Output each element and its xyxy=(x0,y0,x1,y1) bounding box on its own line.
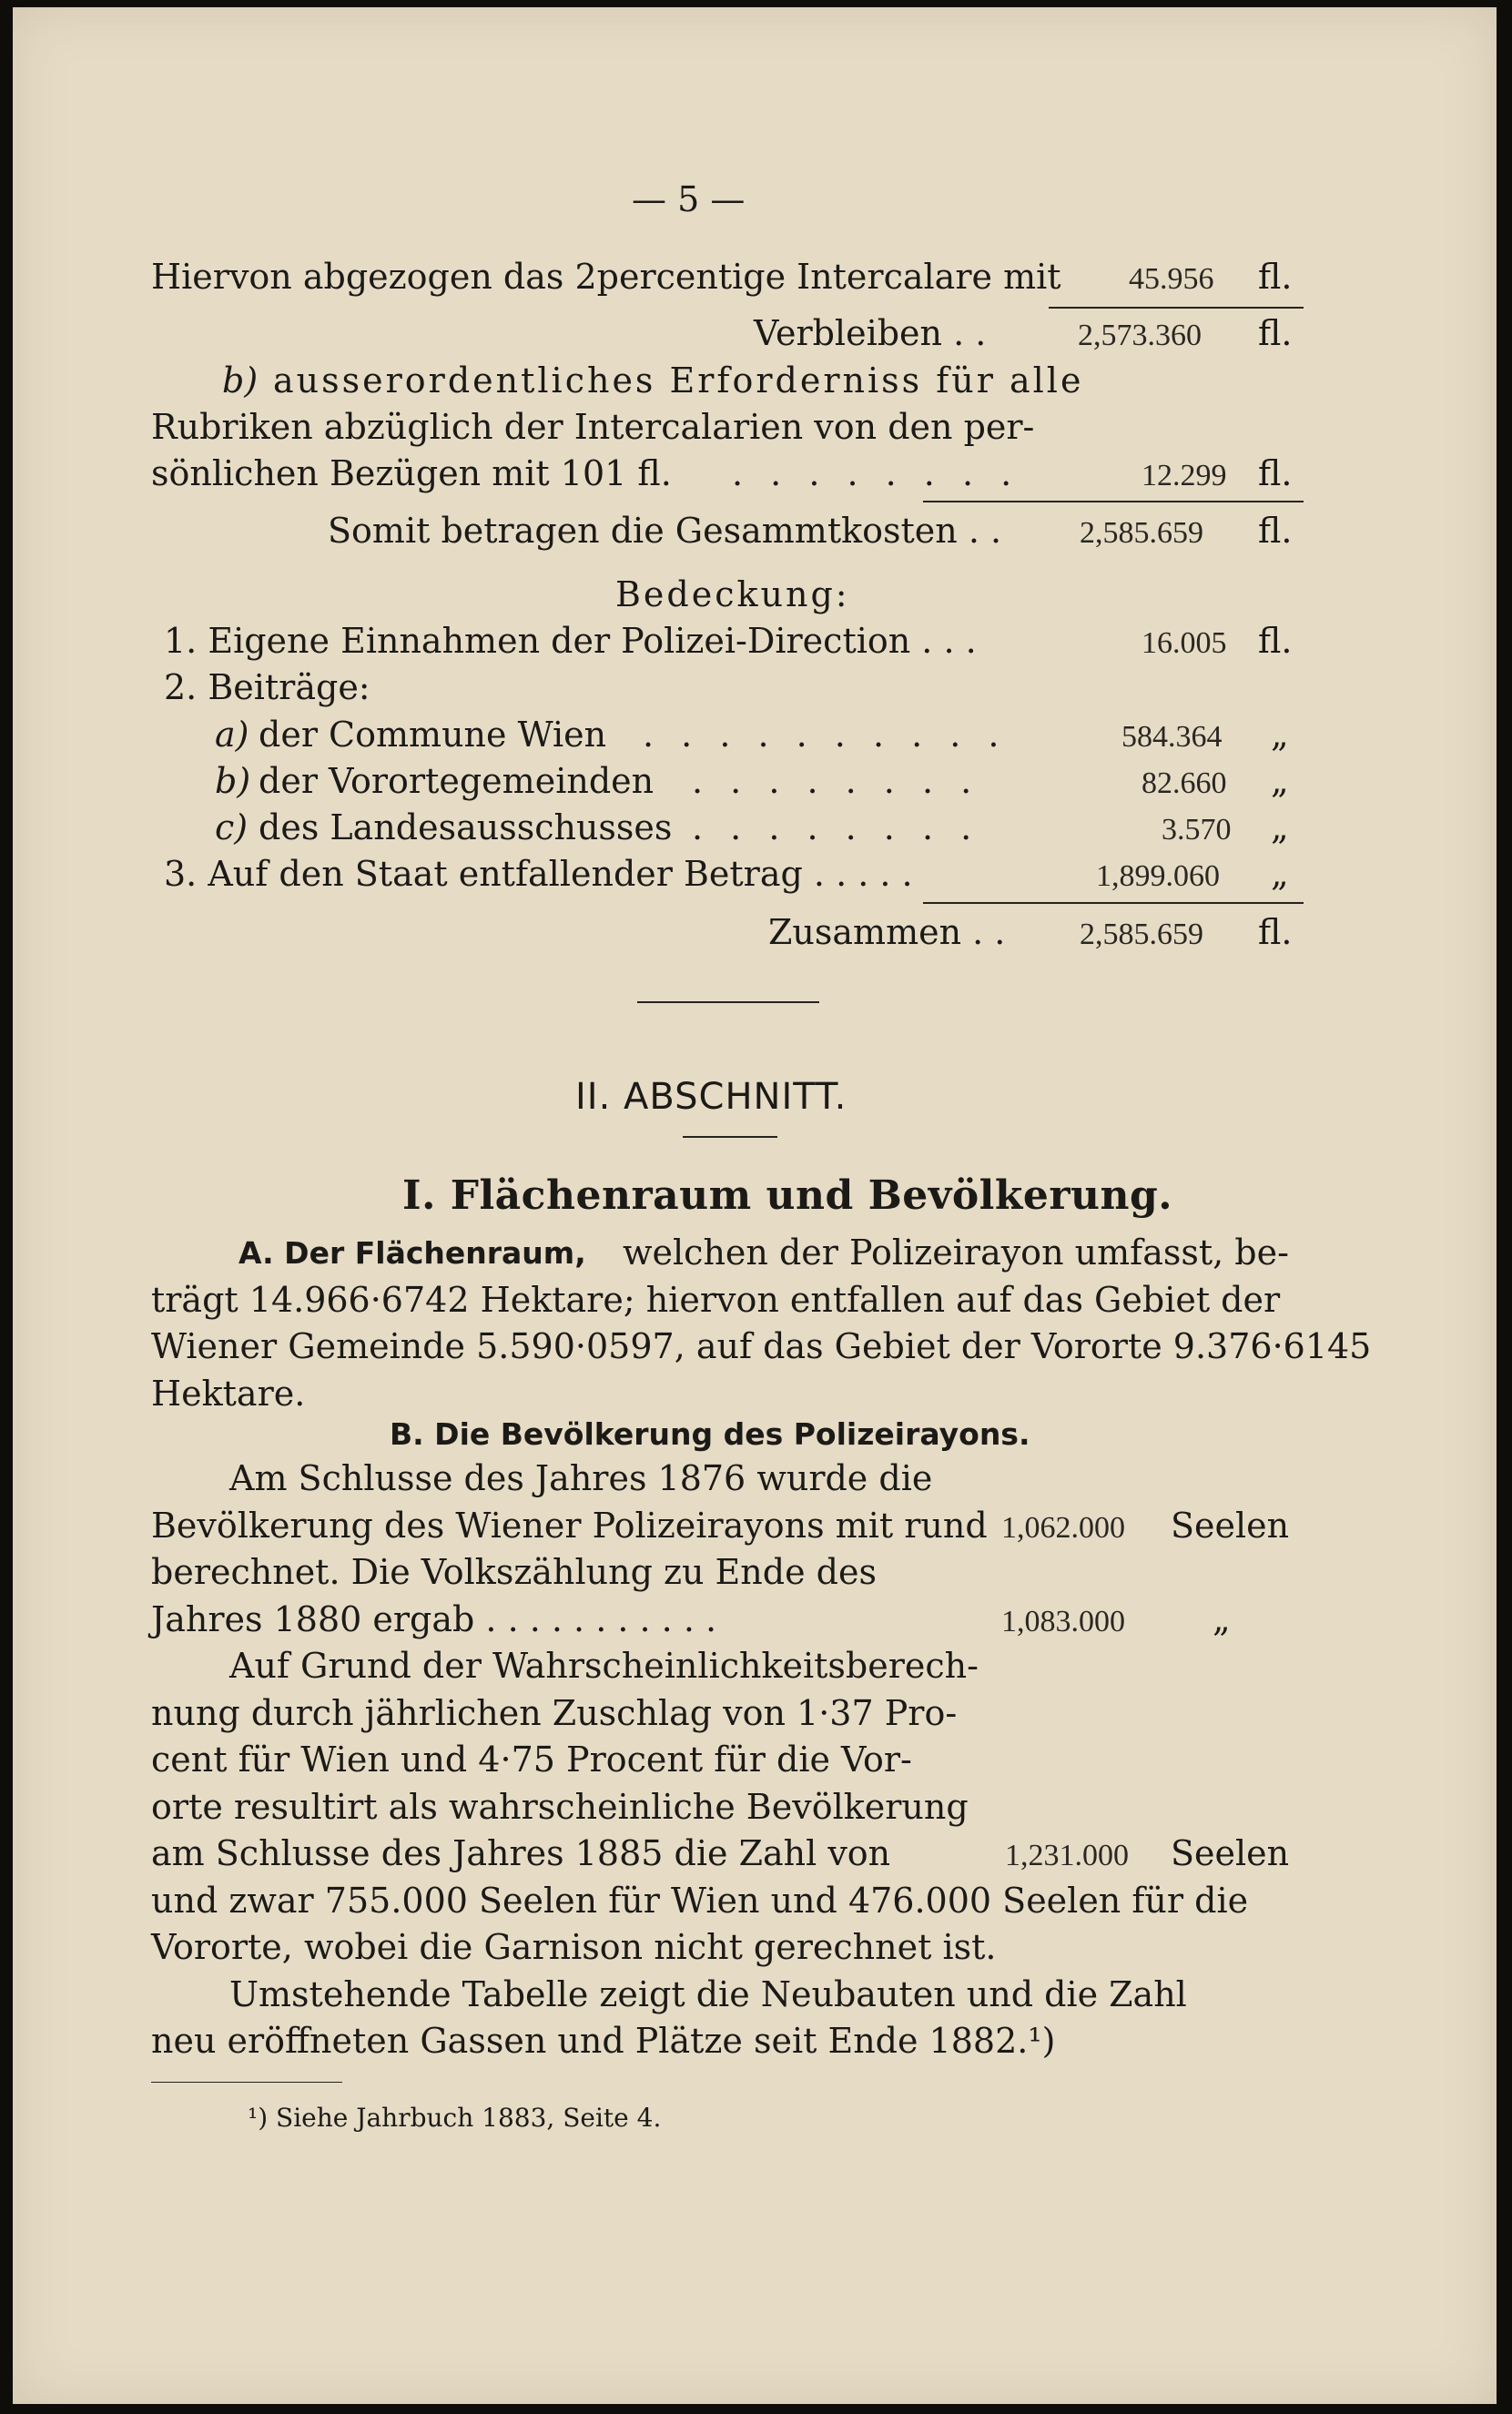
pop-p1-value-1: 1,062.000 xyxy=(1001,1511,1125,1545)
pop-p2-line-5: am Schlusse des Jahres 1885 die Zahl von xyxy=(151,1833,891,1873)
b-line-2: Rubriken abzüglich der Intercalarien von den per- xyxy=(151,407,1035,447)
sum-label: Zusammen . . xyxy=(768,912,1006,952)
coverage-item-3: 3. Auf den Staat entfallender Betrag . . . . . xyxy=(164,854,913,894)
sum-unit: fl. xyxy=(1258,912,1293,952)
sub-c-ditto: „ xyxy=(1271,807,1289,847)
b-leader-dots: . . . . . . . . xyxy=(732,453,1020,493)
page-number: — 5 — xyxy=(632,179,746,219)
pop-p3-line-1: Umstehende Tabelle zeigt die Neubauten und die Zahl xyxy=(229,1974,1187,2014)
section-subtitle: I. Flächenraum und Bevölkerung. xyxy=(402,1172,1173,1219)
b-line-3: sönlichen Bezügen mit 101 fl. xyxy=(151,453,672,493)
sub-c-label: c) xyxy=(215,807,249,847)
total-label: Somit betragen die Gesammtkosten . . xyxy=(328,511,1002,551)
pop-p3-line-2: neu eröffneten Gassen und Plätze seit Ende 1882.¹) xyxy=(151,2021,1056,2061)
sub-a-dots: . . . . . . . . . . xyxy=(643,715,1008,755)
pop-p2-value: 1,231.000 xyxy=(1005,1839,1129,1872)
area-heading: A. Der Flächenraum, xyxy=(238,1235,586,1271)
pop-p2-line-1: Auf Grund der Wahrscheinlichkeitsberech- xyxy=(229,1646,979,1686)
sub-a-label: a) xyxy=(215,715,249,755)
divider-under-section xyxy=(683,1136,777,1138)
sub-b-ditto: „ xyxy=(1271,761,1289,801)
sub-b-text: der Vorortegemeinden xyxy=(259,761,655,801)
coverage-item-1: 1. Eigene Einnahmen der Polizei-Direction . . . xyxy=(164,621,977,661)
pop-p1-value-2: 1,083.000 xyxy=(1001,1605,1125,1638)
pop-p1-line-2: Bevölkerung des Wiener Polizeirayons mit rund xyxy=(151,1506,988,1546)
sum-value: 2,585.659 xyxy=(1080,918,1203,951)
pop-p2-line-7: Vororte, wobei die Garnison nicht gerechnet ist. xyxy=(151,1927,997,1967)
total-value: 2,585.659 xyxy=(1080,516,1203,550)
pop-p1-ditto: „ xyxy=(1213,1599,1231,1639)
pop-p2-line-6: und zwar 755.000 Seelen für Wien und 476.000 Seelen für die xyxy=(151,1881,1249,1921)
divider-short xyxy=(637,1001,819,1003)
pop-p2-line-2: nung durch jährlichen Zuschlag von 1·37 Pro- xyxy=(151,1693,958,1733)
sub-a-text: der Commune Wien xyxy=(259,715,607,755)
coverage-item-2: 2. Beiträge: xyxy=(164,667,370,707)
footnote-rule xyxy=(151,2082,342,2083)
sub-c-value: 3.570 xyxy=(1162,813,1232,847)
area-line-1: welchen der Polizeirayon umfasst, be- xyxy=(623,1232,1289,1273)
area-line-3: Wiener Gemeinde 5.590·0597, auf das Gebiet der Vororte 9.376·6145 xyxy=(151,1326,1372,1366)
b-line-1: ausserordentliches Erforderniss für alle xyxy=(273,360,1084,401)
population-heading: B. Die Bevölkerung des Polizeirayons. xyxy=(390,1416,1030,1452)
sub-b-dots: . . . . . . . . xyxy=(692,761,980,801)
coverage-item-1-value: 16.005 xyxy=(1142,626,1227,660)
sub-c-dots: . . . . . . . . xyxy=(692,807,980,847)
remaining-label: Verbleiben . . xyxy=(754,313,987,353)
sub-b-label: b) xyxy=(215,761,251,801)
intercalare-line: Hiervon abgezogen das 2percentige Intercalare mit xyxy=(151,257,1061,297)
rule-under-b xyxy=(923,501,1304,502)
sub-c-text: des Landesausschusses xyxy=(259,807,673,847)
pop-p1-line-3: berechnet. Die Volkszählung zu Ende des xyxy=(151,1552,877,1592)
total-unit: fl. xyxy=(1258,511,1293,551)
area-line-4: Hektare. xyxy=(151,1374,306,1414)
remaining-unit: fl. xyxy=(1258,313,1293,353)
pop-p2-unit: Seelen xyxy=(1171,1833,1290,1873)
pop-p1-line-4: Jahres 1880 ergab . . . . . . . . . . . xyxy=(151,1599,717,1639)
b-label: b) xyxy=(222,360,259,401)
rule-under-item-3 xyxy=(923,902,1304,904)
sub-a-value: 584.364 xyxy=(1121,720,1223,754)
intercalare-unit: fl. xyxy=(1258,257,1293,297)
area-line-2: trägt 14.966·6742 Hektare; hiervon entfallen auf das Gebiet der xyxy=(151,1280,1281,1320)
b-unit: fl. xyxy=(1258,453,1293,493)
coverage-item-1-unit: fl. xyxy=(1258,621,1293,661)
footnote: ¹) Siehe Jahrbuch 1883, Seite 4. xyxy=(248,2103,662,2133)
remaining-value: 2,573.360 xyxy=(1078,319,1202,352)
intercalare-value: 45.956 xyxy=(1129,262,1214,296)
rule-under-intercalare xyxy=(1049,307,1304,309)
coverage-item-3-ditto: „ xyxy=(1271,854,1289,894)
sub-a-ditto: „ xyxy=(1271,715,1289,755)
coverage-heading: Bedeckung: xyxy=(615,574,850,614)
sub-b-value: 82.660 xyxy=(1142,766,1227,800)
document-page xyxy=(13,7,1497,2404)
pop-p2-line-4: orte resultirt als wahrscheinliche Bevölkerung xyxy=(151,1787,969,1827)
pop-p1-unit-1: Seelen xyxy=(1171,1506,1290,1546)
pop-p2-line-3: cent für Wien und 4·75 Procent für die Vor- xyxy=(151,1740,912,1780)
section-title: II. ABSCHNITT. xyxy=(575,1076,847,1118)
pop-p1-line-1: Am Schlusse des Jahres 1876 wurde die xyxy=(229,1458,933,1498)
coverage-item-3-value: 1,899.060 xyxy=(1096,859,1220,893)
b-value: 12.299 xyxy=(1142,459,1227,492)
